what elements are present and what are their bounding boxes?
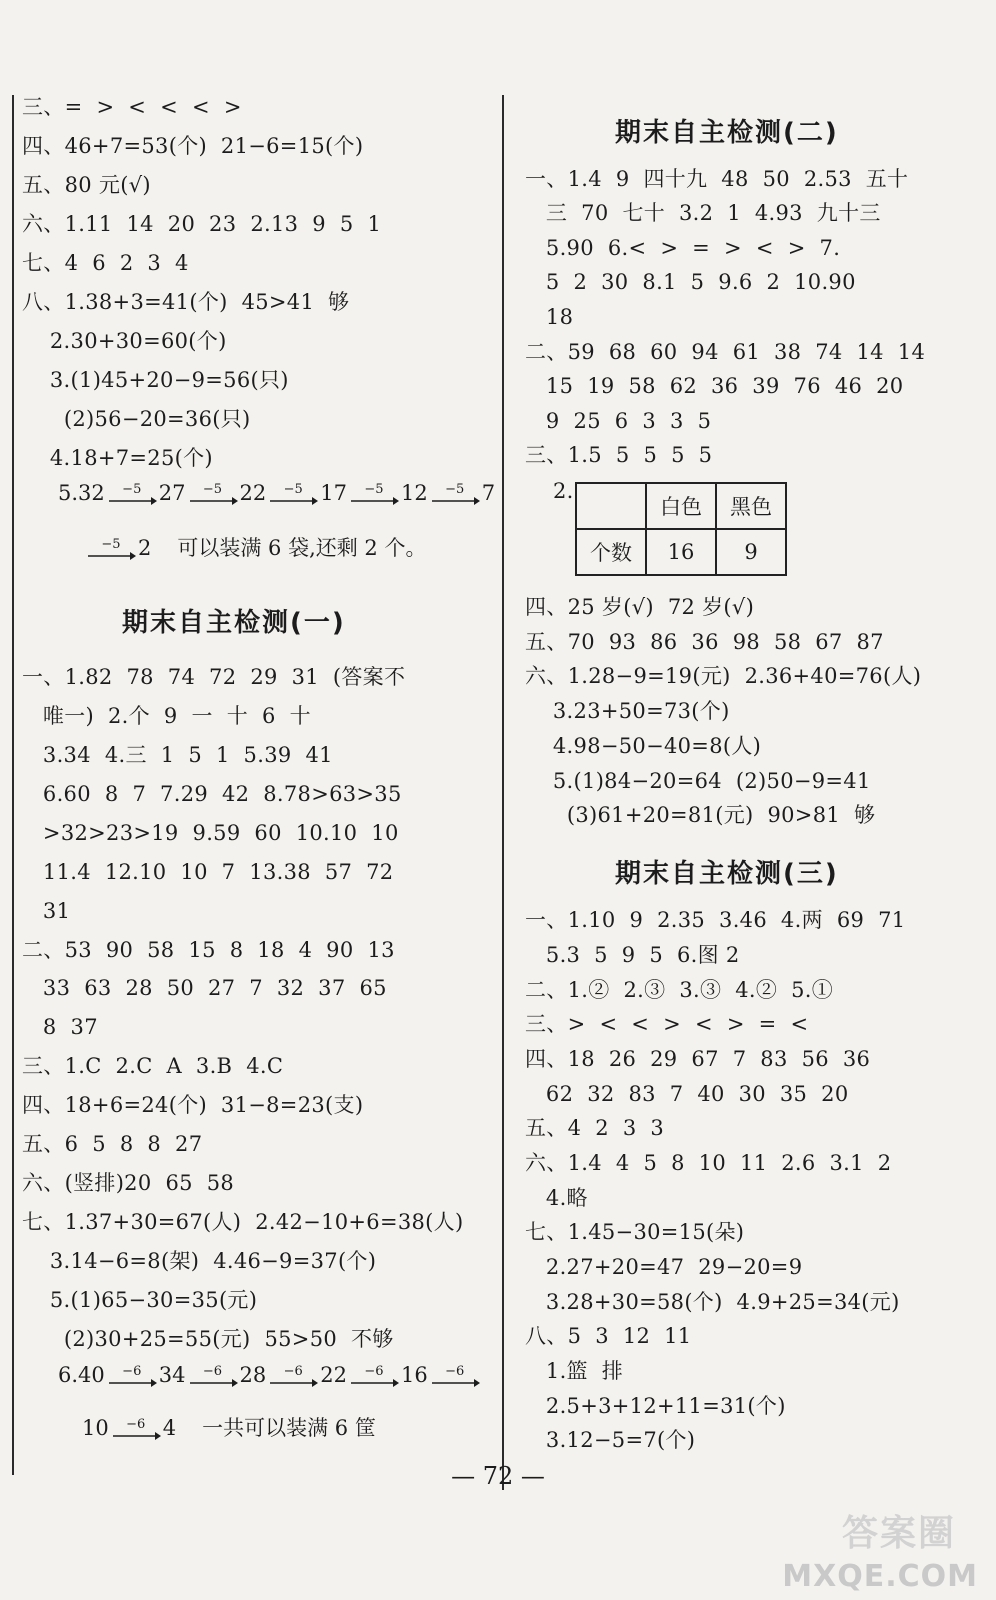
answer-line: 4.98−50−40=8(人) [525, 734, 762, 758]
answer-line: 四、25 岁(√) 72 岁(√) [525, 595, 755, 619]
table-header-row [576, 483, 786, 529]
minus-arrow [268, 1365, 318, 1388]
arrow-label: −6 [283, 1364, 303, 1379]
table-row [576, 529, 786, 575]
minus-arrow [430, 1365, 480, 1388]
answer-line: 6.60 8 7 7.29 42 8.78>63>35 [22, 782, 402, 806]
answer-line: 一、1.4 9 四十九 48 50 2.53 五十 [525, 167, 909, 191]
answer-line: 3.(1)45+20−9=56(只) [22, 368, 289, 392]
answer-line: 3.12−5=7(个) [525, 1428, 696, 1452]
answer-line: 四、18 26 29 67 7 83 56 36 [525, 1047, 871, 1071]
section-heading-1: 期末自主检测(一) [122, 608, 346, 638]
chain-value: 4 [162, 1416, 177, 1440]
chain-value: 12 [400, 481, 428, 505]
answer-line: 三 70 七十 3.2 1 4.93 九十三 [525, 201, 881, 225]
right-arrow-icon [107, 496, 157, 506]
table-cell: 16 [646, 529, 716, 575]
answer-line: 15 19 58 62 36 39 76 46 20 [525, 374, 904, 398]
chain-conclusion: 可以装满 6 袋,还剩 2 个。 [177, 536, 427, 560]
chain-value: 22 [239, 481, 267, 505]
answer-line: 9 25 6 3 3 5 [525, 409, 712, 433]
right-arrow-icon [349, 1378, 399, 1388]
table-cell: 9 [716, 529, 786, 575]
chain-value: 7 [481, 481, 496, 505]
chain-value: 28 [239, 1363, 267, 1387]
answer-line: 三、> < < > < > = < [525, 1012, 809, 1036]
right-arrow-icon [349, 496, 399, 506]
watermark-logo: 答案圈 [841, 1513, 956, 1554]
table-header-cell: 黑色 [716, 483, 786, 529]
answer-line: 一、1.82 78 74 72 29 31 (答案不 [22, 665, 406, 689]
chain-value: 34 [158, 1363, 186, 1387]
chain-value: 22 [320, 1363, 347, 1387]
answer-line: 三、1.C 2.C A 3.B 4.C [22, 1054, 284, 1078]
answer-line: 五、70 93 86 36 98 58 67 87 [525, 630, 884, 654]
chain-conclusion: 一共可以装满 6 筐 [202, 1416, 376, 1440]
chain-start: 5.32 [58, 481, 105, 505]
answer-line: (3)61+20=81(元) 90>81 够 [525, 803, 876, 827]
chain-value: 16 [400, 1363, 428, 1387]
answer-line: 八、5 3 12 11 [525, 1324, 692, 1348]
right-arrow-icon [268, 1378, 318, 1388]
answer-line: 一、1.10 9 2.35 3.46 4.两 69 71 [525, 908, 906, 932]
answer-line: 5.(1)84−20=64 (2)50−9=41 [525, 769, 871, 793]
table-header-cell: 白色 [646, 483, 716, 529]
arrow-chain-2-tail [82, 1415, 376, 1441]
watermark-url: MXQE.COM [782, 1559, 978, 1594]
minus-arrow [111, 1418, 161, 1441]
answer-line: 4.18+7=25(个) [22, 446, 213, 470]
minus-arrow [107, 1365, 157, 1388]
answer-line: 18 [525, 305, 574, 329]
arrow-label: −5 [364, 482, 384, 497]
arrow-label: −5 [101, 537, 121, 552]
answer-line: 七、4 6 2 3 4 [22, 251, 189, 275]
right-arrow-icon [268, 496, 318, 506]
answer-line: 四、46+7=53(个) 21−6=15(个) [22, 134, 364, 158]
answer-line: 3.28+30=58(个) 4.9+25=34(元) [525, 1290, 900, 1314]
answer-line: 六、(竖排)20 65 58 [22, 1171, 235, 1195]
answer-line: 六、1.11 14 20 23 2.13 9 5 1 [22, 212, 382, 236]
answer-line: 五、80 元(√) [22, 173, 151, 197]
answer-line: 1.篮 排 [525, 1359, 624, 1383]
right-arrow-icon [107, 1378, 157, 1388]
right-arrow-icon [86, 551, 136, 561]
answer-line: 二、59 68 60 94 61 38 74 14 14 [525, 340, 926, 364]
chain-value: 17 [320, 481, 347, 505]
answer-line: (2)30+25=55(元) 55>50 不够 [22, 1327, 394, 1351]
answer-line: 8 37 [22, 1015, 98, 1039]
minus-arrow [107, 483, 157, 506]
minus-arrow [349, 1365, 399, 1388]
section-heading-2: 期末自主检测(二) [615, 118, 839, 148]
arrow-label: −6 [126, 1417, 146, 1432]
answer-line: 31 [22, 899, 71, 923]
right-arrow-icon [430, 1378, 480, 1388]
answer-line: 五、4 2 3 3 [525, 1116, 665, 1140]
right-arrow-icon [430, 496, 480, 506]
answer-line: 二、53 90 58 15 8 18 4 90 13 [22, 938, 395, 962]
answer-line: 5 2 30 8.1 5 9.6 2 10.90 [525, 270, 856, 294]
answer-line: >32>23>19 9.59 60 10.10 10 [22, 821, 399, 845]
answer-line: 五、6 5 8 8 27 [22, 1132, 203, 1156]
table-header-cell [576, 483, 646, 529]
chain-value: 27 [158, 481, 186, 505]
answer-line: 三、= > < < < > [22, 95, 242, 119]
answer-line: (2)56−20=36(只) [22, 407, 251, 431]
chain-start: 6.40 [58, 1363, 105, 1387]
answer-line: 11.4 12.10 10 7 13.38 57 72 [22, 860, 394, 884]
answer-line: 5.90 6.< > = > < > 7. [525, 236, 841, 260]
minus-arrow [430, 483, 480, 506]
arrow-label: −6 [445, 1364, 465, 1379]
count-table [575, 482, 787, 576]
minus-arrow [188, 1365, 238, 1388]
arrow-chain-1-tail [84, 535, 426, 561]
answer-line: 3.34 4.三 1 5 1 5.39 41 [22, 743, 333, 767]
arrow-chain-2 [58, 1362, 482, 1388]
arrow-label: −5 [122, 482, 142, 497]
answer-line: 六、1.4 4 5 8 10 11 2.6 3.1 2 [525, 1151, 892, 1175]
right-arrow-icon [188, 1378, 238, 1388]
answer-line: 七、1.45−30=15(朵) [525, 1220, 745, 1244]
answer-line: 唯一) 2.个 9 一 十 6 十 [22, 704, 311, 728]
arrow-label: −6 [364, 1364, 384, 1379]
section-heading-3: 期末自主检测(三) [615, 859, 839, 889]
answer-line: 六、1.28−9=19(元) 2.36+40=76(人) [525, 664, 922, 688]
answer-line: 5.(1)65−30=35(元) [22, 1288, 258, 1312]
answer-line: 3.23+50=73(个) [525, 699, 730, 723]
answer-line: 七、1.37+30=67(人) 2.42−10+6=38(人) [22, 1210, 464, 1234]
page-number: — 72 — [451, 1462, 545, 1490]
chain-value: 2 [138, 536, 152, 560]
minus-arrow [268, 483, 318, 506]
answer-line: 2.30+30=60(个) [22, 329, 227, 353]
chain-value: 10 [82, 1416, 109, 1440]
answer-line: 八、1.38+3=41(个) 45>41 够 [22, 290, 350, 314]
answer-line: 四、18+6=24(个) 31−8=23(支) [22, 1093, 364, 1117]
arrow-label: −5 [202, 482, 223, 497]
answer-line: 4.略 [525, 1186, 588, 1210]
minus-arrow [188, 483, 238, 506]
minus-arrow [86, 538, 136, 561]
arrow-label: −5 [445, 482, 465, 497]
arrow-label: −6 [122, 1364, 142, 1379]
answer-line: 62 32 83 7 40 30 35 20 [525, 1082, 849, 1106]
table-row-label: 个数 [576, 529, 646, 575]
answer-line: 3.14−6=8(架) 4.46−9=37(个) [22, 1249, 377, 1273]
right-arrow-icon [188, 496, 238, 506]
column-divider [502, 95, 504, 1490]
answer-line: 33 63 28 50 27 7 32 37 65 [22, 976, 387, 1000]
left-margin-rule [12, 95, 14, 1475]
answer-line: 三、1.5 5 5 5 5 [525, 443, 713, 467]
right-arrow-icon [111, 1431, 161, 1441]
answer-line: 2.27+20=47 29−20=9 [525, 1255, 803, 1279]
minus-arrow [349, 483, 399, 506]
arrow-label: −6 [202, 1364, 223, 1379]
answer-line: 2.5+3+12+11=31(个) [525, 1394, 786, 1418]
arrow-chain-1 [58, 480, 495, 506]
answer-line: 5.3 5 9 5 6.图 2 [525, 943, 740, 967]
arrow-label: −5 [283, 482, 303, 497]
answer-line: 二、1.② 2.③ 3.③ 4.② 5.① [525, 978, 834, 1002]
table-prefix: 2. [553, 479, 574, 503]
